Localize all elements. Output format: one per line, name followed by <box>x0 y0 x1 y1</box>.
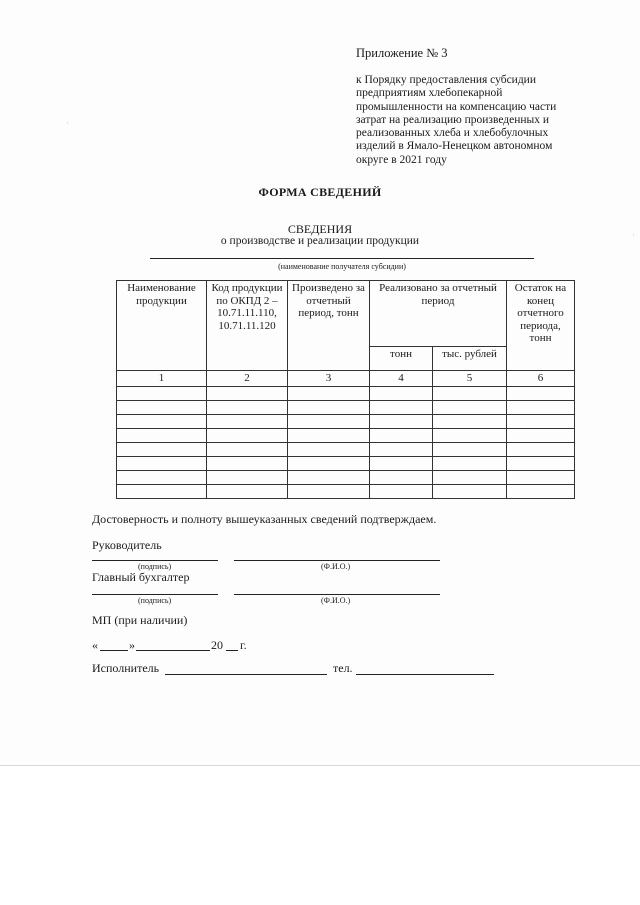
table-row[interactable] <box>117 400 575 414</box>
table-row[interactable] <box>117 386 575 400</box>
order-reference <box>356 74 596 167</box>
header-remaining: Остаток на конец отчетного периода, тонн <box>507 281 575 371</box>
column-number: 4 <box>370 371 433 387</box>
header-okpd-code: Код продукции по ОКПД 2 – 10.71.11.110, 10.71.11.120 <box>207 281 288 371</box>
date-month-line[interactable] <box>136 650 210 651</box>
form-title: ФОРМА СВЕДЕНИЙ <box>258 185 382 199</box>
header-produced: Произведено за отчетный период, тонн <box>288 281 370 371</box>
head-signature-caption: (подпись) <box>138 562 172 571</box>
confirmation-text: Достоверность и полноту вышеуказанных сведений подтверждаем. <box>92 512 437 526</box>
date-year-line[interactable] <box>226 650 238 651</box>
order-line: округе в 2021 году <box>356 153 447 166</box>
production-table <box>116 280 575 499</box>
date-open-quote: « <box>92 638 98 652</box>
column-number: 5 <box>433 371 507 387</box>
order-line: реализованных хлеба и хлебобулочных <box>356 127 549 140</box>
executor-label: Исполнитель <box>92 661 160 675</box>
document-subheading: о производстве и реализации продукции <box>220 235 420 247</box>
header-sold-rubles: тыс. рублей <box>433 347 507 371</box>
scan-speck-icon: · <box>632 230 635 240</box>
date-year-prefix: 20 <box>211 638 223 652</box>
order-line: предприятиям хлебопекарной <box>356 87 503 100</box>
appendix-number: Приложение № 3 <box>356 46 448 60</box>
table-row[interactable] <box>117 456 575 470</box>
table-row[interactable] <box>117 470 575 484</box>
document-heading: СВЕДЕНИЯ <box>287 222 353 236</box>
head-fio-line[interactable] <box>234 560 440 561</box>
phone-line[interactable] <box>356 674 494 675</box>
table-row[interactable] <box>117 442 575 456</box>
date-year-suffix: г. <box>240 638 247 652</box>
date-close-quote: » <box>129 638 135 652</box>
column-number-row <box>117 371 575 387</box>
accountant-fio-line[interactable] <box>234 594 440 595</box>
column-number: 6 <box>507 371 575 387</box>
order-line: промышленности на компенсацию части <box>356 100 557 113</box>
stamp-label: МП (при наличии) <box>92 613 188 627</box>
column-number: 1 <box>117 371 207 387</box>
order-line: к Порядку предоставления субсидии <box>356 74 536 86</box>
table-row[interactable] <box>117 428 575 442</box>
recipient-name-line[interactable] <box>150 258 534 259</box>
order-line: изделий в Ямало-Ненецком автономном <box>356 140 553 153</box>
scan-speck-icon: · <box>66 118 69 128</box>
table-row[interactable] <box>117 414 575 428</box>
header-product-name: Наименование продукции <box>117 281 207 371</box>
accountant-fio-caption: (Ф.И.О.) <box>321 596 351 605</box>
head-label: Руководитель <box>92 538 162 552</box>
header-sold: Реализовано за отчетный период <box>370 281 507 347</box>
table-row[interactable] <box>117 484 575 498</box>
head-signature-line[interactable] <box>92 560 218 561</box>
header-sold-tons: тонн <box>370 347 433 371</box>
order-line: затрат на реализацию произведенных и <box>356 113 550 126</box>
column-number: 2 <box>207 371 288 387</box>
executor-line[interactable] <box>165 674 327 675</box>
accountant-signature-caption: (подпись) <box>138 596 172 605</box>
accountant-signature-line[interactable] <box>92 594 218 595</box>
head-fio-caption: (Ф.И.О.) <box>321 562 351 571</box>
recipient-caption: (наименование получателя субсидии) <box>278 262 406 271</box>
accountant-label: Главный бухгалтер <box>92 570 190 584</box>
date-day-line[interactable] <box>100 650 128 651</box>
column-number: 3 <box>288 371 370 387</box>
phone-label: тел. <box>333 661 353 675</box>
